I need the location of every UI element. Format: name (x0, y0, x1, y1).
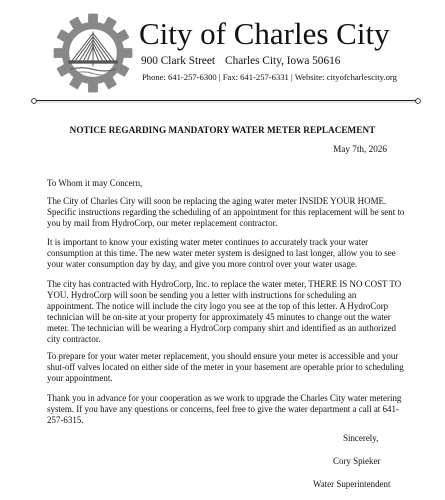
paragraph-1: The City of Charles City will soon be replacing the aging water meter INSIDE YOUR HOME. Specific instructions regarding the scheduling of an appointment for this replacement will be sent to you by mail from HydroCorp, our meter replacement contractor. (47, 196, 405, 228)
notice-title: NOTICE REGARDING MANDATORY WATER METER REPLACEMENT (69, 125, 376, 135)
salutation: To Whom it may Concern, (47, 178, 143, 188)
address-city: Charles City, Iowa 50616 (225, 55, 341, 67)
closing: Sincerely, (343, 433, 379, 443)
letterhead-divider (30, 96, 422, 106)
city-name: City of Charles City (139, 16, 390, 51)
gear-bridge-logo-icon (52, 12, 134, 94)
paragraph-3: The city has contracted with HydroCorp, Inc. to replace the water meter, THERE IS NO COST TO YOU. HydroCorp will soon be sending you a letter with instructions for scheduling an appointment. The notice will include the city logo you see at the top of this letter. A HydroCorp technician will be on-site at your property for approximately 45 minutes to change out the water meter. The technician will be wearing a HydroCorp company shirt and identified as an authorized city contractor. (47, 279, 402, 344)
signer-name: Cory Spieker (333, 456, 381, 466)
letter-date: May 7th, 2026 (333, 144, 387, 154)
signer-title: Water Superintendent (313, 479, 391, 489)
paragraph-2: It is important to know your existing water meter continues to accurately track your water consumption at this time. The new water meter system is designed to last longer, allow you to see your water consumption day by day, and give you more control over your water usage. (47, 237, 396, 269)
city-address (141, 54, 340, 68)
paragraph-4: To prepare for your water meter replacement, you should ensure your meter is accessible and your shut-off valves located on either side of the meter in your basement are operable prior to scheduling your appointment. (47, 351, 404, 383)
paragraph-5: Thank you in advance for your cooperation as we work to upgrade the Charles City water metering system. If you have any questions or concerns, feel free to give the water department a call at 641-257-6315. (47, 393, 402, 425)
address-street: 900 Clark Street (141, 55, 216, 67)
contact-line: Phone: 641-257-6300 | Fax: 641-257-6331 | Website: cityofcharlescity.org (142, 72, 397, 82)
